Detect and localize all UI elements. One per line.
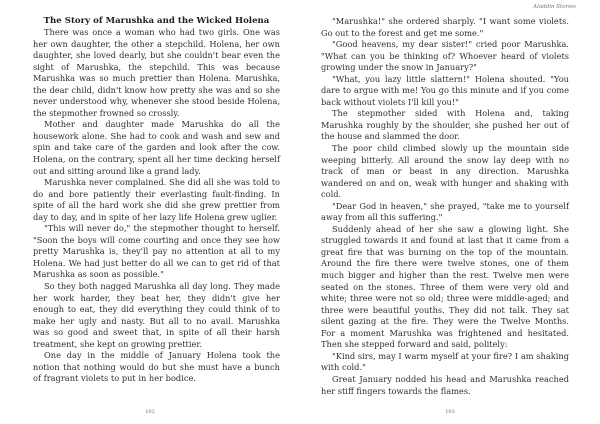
paragraph: There was once a woman who had two girls. One was her own daughter, the other a stepchild. Holena, her own daughter, she loved dearly, but she couldn't bear even the sight of Marushka, the stepchild. This was because Marushka was so much prettier than Holena. Marushka, the dear child, didn't know how pretty she was and so she never understood why, whenever she stood beside Holena, the stepmother frowned so crossly. [33, 27, 280, 118]
paragraph: The stepmother sided with Holena and, taking Marushka roughly by the shoulder, she pushed her out of the house and slammed the door. [321, 108, 569, 142]
paragraph: "Marushka!" she ordered sharply. "I want some violets. Go out to the forest and get me some." [321, 16, 569, 38]
paragraph: "What, you lazy little slattern!" Holena shouted. "You dare to argue with me! You go this minute and if you come back without violets I'll kill you!" [321, 73, 569, 107]
paragraph: So they both nagged Marushka all day long. They made her work harder, they beat her, they didn't give her enough to eat, they did everything they could think of to make her ugly and nasty. But all to no avail. Marushka was so good and sweet that, in spite of all their harsh treatment, she kept on growing prettier. [33, 281, 280, 349]
paragraph: The poor child climbed slowly up the mountain side weeping bitterly. All around the snow lay deep with no track of man or beast in any direction. Marushka wandered on and on, weak with hunger and shaking with cold. [321, 143, 569, 200]
paragraph: One day in the middle of January Holena took the notion that nothing would do but she must have a bunch of fragrant violets to put in her bodice. [33, 350, 280, 384]
paragraph: Mother and daughter made Marushka do all the housework alone. She had to cook and wash and sew and spin and take care of the garden and look after the cow. Holena, on the contrary, spent all her time decking herself out and sitting around like a grand lady. [33, 119, 280, 176]
left-page-text [33, 27, 280, 385]
page-number: 103 [445, 409, 455, 415]
right-page [300, 0, 600, 424]
paragraph: Great January nodded his head and Marushka reached her stiff fingers towards the flames. [321, 373, 569, 396]
story-title: The Story of Marushka and the Wicked Holena [43, 16, 270, 26]
paragraph: "Good heavens, my dear sister!" cried poor Marushka. "What can you be thinking of? Whoever heard of violets growing under the snow in January?" [321, 39, 569, 73]
right-page-text [321, 16, 569, 397]
paragraph: "Kind sirs, may I warm myself at your fire? I am shaking with cold." [321, 350, 569, 373]
paragraph: "This will never do," the stepmother thought to herself. "Soon the boys will come courting and once they see how pretty Marushka is, they'll pay no attention at all to my Holena. We had just better do all we can to get rid of that Marushka as soon as possible." [33, 223, 280, 280]
page-number: 102 [145, 409, 155, 415]
paragraph: Suddenly ahead of her she saw a glowing light. She struggled towards it and found at last that it came from a great fire that was burning on the top of the mountain. Around the fire there were twelve stones, one of them much bigger and higher than the rest. Twelve men were seated on the stones. Three of them were very old and white; three were not so old; three were middle-aged; and three were beautiful youths. They did not talk. They sat silent gazing at the fire. They were the Twelve Months. For a moment Marushka was frightened and hesitated. Then she stepped forward and said, politely: [321, 223, 569, 350]
paragraph: Marushka never complained. She did all she was told to do and bore patiently their everlasting fault-finding. In spite of all the hard work she did she grew prettier from day to day, and in spite of her lazy life Holena grew uglier. [33, 177, 280, 222]
running-head: Aladdin Stories [533, 4, 576, 10]
paragraph: "Dear God in heaven," she prayed, "take me to yourself away from all this suffering." [321, 200, 569, 223]
